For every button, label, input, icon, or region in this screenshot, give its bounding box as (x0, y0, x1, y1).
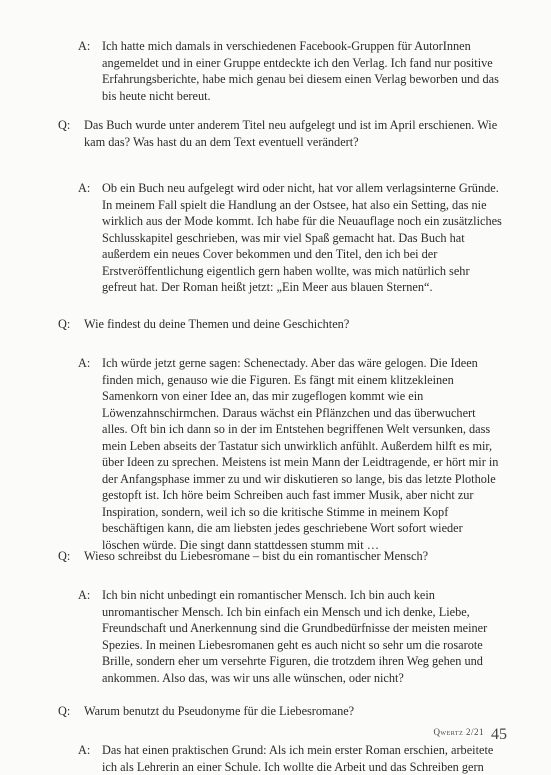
text-line: Das hat einen praktischen Grund: Als ich mein erster Roman erschien, arbeitete (78, 742, 508, 759)
text-line: wirklich aus der Mode kommt. Ich habe für die Neuauflage noch ein zusätzliches (78, 213, 508, 230)
text-line: außerdem ein neues Cover bekommen und den Titel, den ich bei der (78, 246, 508, 263)
text-line: Warum benutzt du Pseudonyme für die Liebesromane? (58, 703, 508, 720)
page-footer (433, 726, 507, 744)
question-prefix: Q: (58, 117, 70, 134)
text-line: beschäftigen kann, die am liebsten jedes geschriebene Wort sofort wieder (78, 520, 508, 537)
text-line: unromantischer Mensch. Ich bin einfach ein Mensch und ich denke, Liebe, (78, 604, 508, 621)
text-line: In meinem Fall spielt die Handlung an der Ostsee, hat also ein Setting, das nie (78, 197, 508, 214)
text-line: Samenkorn von einer Idee an, das mir zugeflogen kommt wie ein (78, 388, 508, 405)
text-line: Schlusskapitel geschrieben, was mir viel Spaß gemacht hat. Das Buch hat (78, 230, 508, 247)
text-line: Erstveröffentlichung eigentlich gern haben wollte, was mich natürlich sehr (78, 263, 508, 280)
page-number: 45 (491, 726, 507, 743)
text-line: Freundschaft und Anerkennung sind die Grundbedürfnisse der meisten meiner (78, 620, 508, 637)
text-line: Spezies. In meinen Liebesromanen geht es auch nicht so sehr um die rosarote (78, 637, 508, 654)
text-line: Brille, sondern eher um versehrte Figuren, die trotzdem ihren Weg gehen und (78, 653, 508, 670)
text-line: Inspiration, sondern, weil ich so die kritische Stimme in meinem Kopf (78, 504, 508, 521)
text-line: finden mich, genauso wie die Figuren. Es fängt mit einem klitzekleinen (78, 372, 508, 389)
answer-prefix: A: (78, 180, 90, 197)
question-prefix: Q: (58, 548, 70, 565)
question-prefix: Q: (58, 316, 70, 333)
text-line: alles. Oft bin ich dann so in der im Entstehen begriffenen Welt versunken, dass (78, 421, 508, 438)
answer-prefix: A: (78, 355, 90, 372)
text-line: angemeldet und in einer Gruppe entdeckte ich den Verlag. Ich fand nur positive (78, 55, 508, 72)
text-line: Wie findest du deine Themen und deine Geschichten? (58, 316, 508, 333)
text-line: ich als Lehrerin an einer Schule. Ich wollte die Arbeit und das Schreiben gern (78, 759, 508, 775)
text-line: gestopft ist. Ich höre beim Schreiben auch fast immer Musik, aber nicht zur (78, 487, 508, 504)
answer-block (78, 38, 508, 104)
text-line: löschen würde. Die singt dann stattdessen stumm mit … (78, 537, 508, 554)
text-line: Das Buch wurde unter anderem Titel neu aufgelegt und ist im April erschienen. Wie (58, 117, 508, 134)
text-line: gefreut hat. Der Roman heißt jetzt: „Ein Meer aus blauen Sternen“. (78, 279, 508, 296)
text-line: ankommen. Also das, was wir uns alle wünschen, oder nicht? (78, 670, 508, 687)
text-line: Ich würde jetzt gerne sagen: Schenectady. Aber das wäre gelogen. Die Ideen (78, 355, 508, 372)
text-line: Löwenzahnschirmchen. Daraus wächst ein Pflänzchen und das überwuchert (78, 405, 508, 422)
question-block (58, 316, 508, 333)
answer-prefix: A: (78, 742, 90, 759)
text-line: kam das? Was hast du an dem Text eventuell verändert? (58, 134, 508, 151)
answer-block (78, 180, 508, 296)
text-line: der Anfangsphase immer zu und wir diskutieren so lange, bis das letzte Plothole (78, 471, 508, 488)
answer-block (78, 355, 508, 553)
text-line: Ich bin nicht unbedingt ein romantischer Mensch. Ich bin auch kein (78, 587, 508, 604)
answer-prefix: A: (78, 587, 90, 604)
text-line: bis heute nicht bereut. (78, 88, 508, 105)
question-block (58, 548, 508, 565)
answer-block (78, 587, 508, 686)
text-line: mein Leben abseits der Tastatur sich unwirklich anfühlt. Außerdem hilft es mir, (78, 438, 508, 455)
text-line: Wieso schreibst du Liebesromane – bist du ein romantischer Mensch? (58, 548, 508, 565)
text-line: Ich hatte mich damals in verschiedenen Facebook-Gruppen für AutorInnen (78, 38, 508, 55)
question-prefix: Q: (58, 703, 70, 720)
question-block (58, 703, 508, 720)
text-line: Erfahrungsberichte, habe mich genau bei diesem einen Verlag beworben und das (78, 71, 508, 88)
text-line: über Ideen zu sprechen. Meistens ist mein Mann der Leidtragende, er hört mir in (78, 454, 508, 471)
text-line: Ob ein Buch neu aufgelegt wird oder nicht, hat vor allem verlagsinterne Gründe. (78, 180, 508, 197)
answer-prefix: A: (78, 38, 90, 55)
magazine-issue: Qwertz 2/21 (433, 727, 484, 737)
answer-block (78, 742, 508, 775)
question-block (58, 117, 508, 150)
